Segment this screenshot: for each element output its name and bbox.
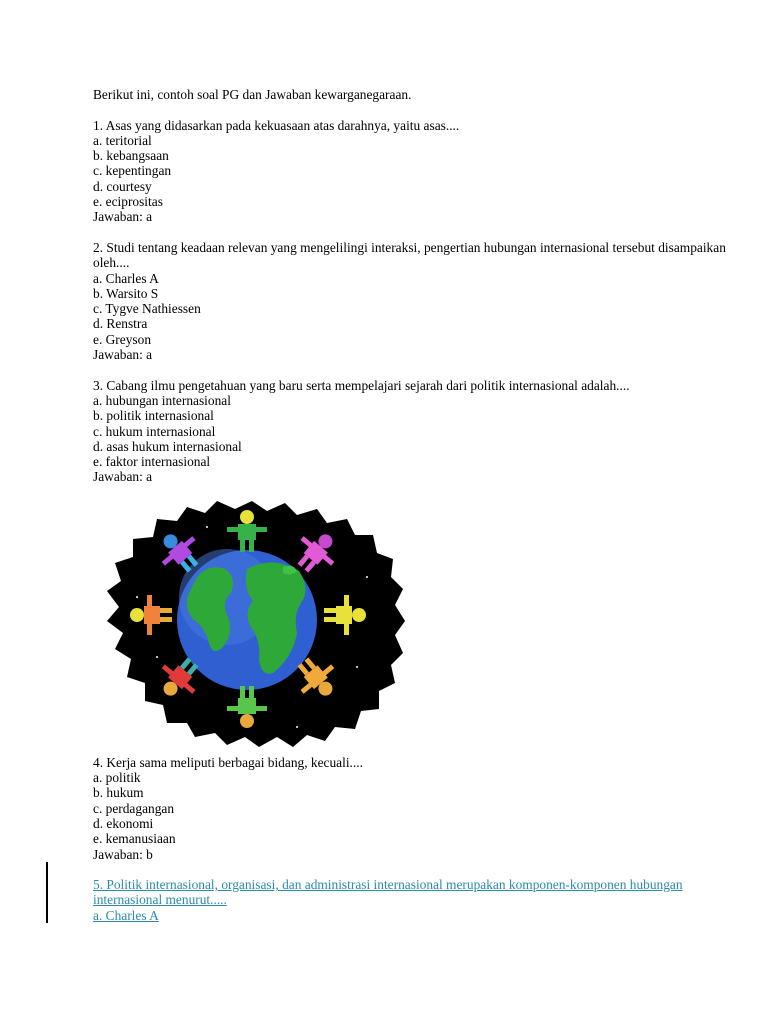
answer: Jawaban: a	[93, 469, 153, 485]
option-c: c. hukum internasional	[93, 423, 216, 439]
option-e: e. faktor internasional	[93, 454, 211, 470]
option-d: d. courtesy	[93, 178, 152, 194]
answer: Jawaban: a	[93, 209, 153, 225]
option-c: c. kepentingan	[93, 163, 172, 179]
option-c: c. perdagangan	[93, 800, 175, 816]
document-body	[93, 87, 733, 924]
option-d: d. asas hukum internasional	[93, 438, 242, 454]
option-a: a. Charles A	[93, 270, 159, 286]
question-1	[93, 118, 733, 225]
option-b: b. politik internasional	[93, 408, 214, 424]
option-e: e. eciprositas	[93, 194, 163, 210]
option-c: c. Tygve Nathiessen	[93, 301, 201, 317]
question-text: 4. Kerja sama meliputi berbagai bidang, kecuali....	[93, 754, 363, 770]
option-e: e. kemanusiaan	[93, 831, 176, 847]
answer: Jawaban: a	[93, 347, 153, 363]
option-a-link[interactable]: a. Charles A	[93, 907, 159, 923]
option-d: d. Renstra	[93, 316, 148, 332]
option-a: a. politik	[93, 770, 141, 786]
globe-people-illustration	[97, 497, 407, 750]
option-b: b. Warsito S	[93, 285, 159, 301]
question-3	[93, 378, 733, 485]
question-text: 2. Studi tentang keadaan relevan yang mengelilingi interaksi, pengertian hubungan internasional tersebut disampaikan oleh....	[93, 239, 726, 271]
option-a: a. teritorial	[93, 132, 152, 148]
option-b: b. kebangsaan	[93, 148, 169, 164]
option-b: b. hukum	[93, 785, 144, 801]
question-text: 1. Asas yang didasarkan pada kekuasaan atas darahnya, yaitu asas....	[93, 117, 460, 133]
question-4	[93, 755, 733, 862]
intro-text: Berikut ini, contoh soal PG dan Jawaban kewarganegaraan.	[93, 87, 412, 102]
margin-change-bar	[46, 862, 48, 923]
option-e: e. Greyson	[93, 331, 152, 347]
question-5-link[interactable]: 5. Politik internasional, organisasi, dan administrasi internasional merupakan komponen-komponen hubungan internasional menurut.....	[93, 877, 683, 908]
question-text: 3. Cabang ilmu pengetahuan yang baru serta mempelajari sejarah dari politik internasional adalah....	[93, 377, 630, 393]
question-5	[93, 877, 733, 924]
option-d: d. ekonomi	[93, 815, 154, 831]
option-a: a. hubungan internasional	[93, 392, 231, 408]
answer: Jawaban: b	[93, 846, 153, 862]
question-2	[93, 240, 733, 362]
